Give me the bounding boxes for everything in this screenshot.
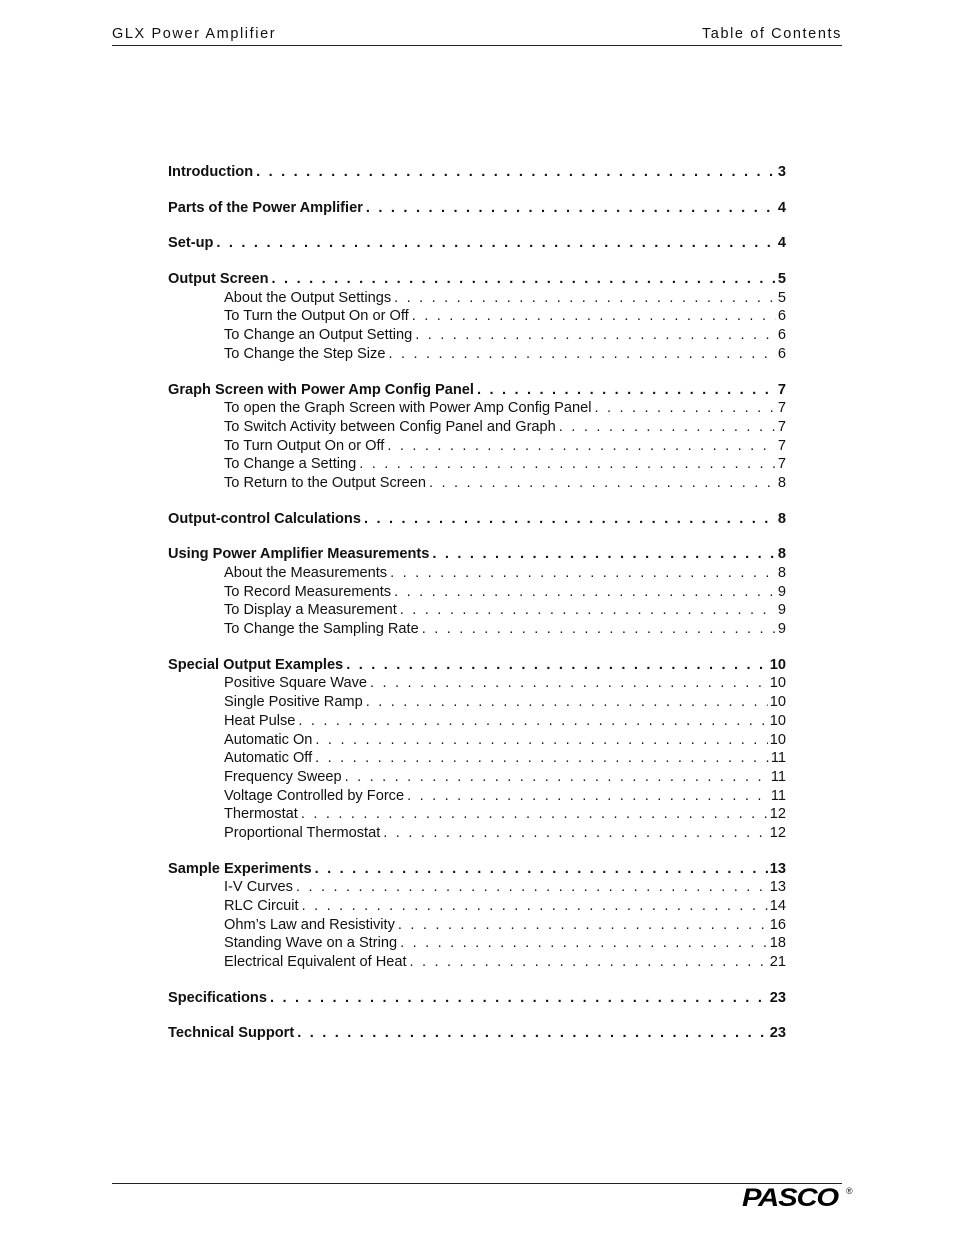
- toc-subentry[interactable]: [168, 731, 786, 750]
- toc-subentry-title: To Change the Step Size: [224, 345, 386, 362]
- dot-leader: [359, 455, 776, 474]
- toc-subentry[interactable]: [168, 916, 786, 935]
- table-of-contents: [168, 163, 786, 1060]
- running-header: [112, 26, 842, 46]
- toc-subentry-title: About the Measurements: [224, 565, 388, 581]
- toc-subentry[interactable]: [168, 620, 786, 639]
- toc-entry[interactable]: [168, 199, 786, 218]
- toc-entry-page-number: 4: [777, 235, 786, 252]
- toc-entry-title: Graph Screen with Power Amp Config Panel: [168, 381, 474, 398]
- toc-entry-title: Set-up: [168, 235, 214, 252]
- toc-subentry[interactable]: [168, 437, 786, 456]
- toc-subentry[interactable]: [168, 674, 786, 693]
- toc-entry-title: Technical Support: [168, 1025, 295, 1042]
- toc-section: [168, 545, 786, 638]
- toc-subentry-page-number: 12: [769, 824, 786, 841]
- toc-entry-page-number: 4: [777, 199, 786, 216]
- toc-entry-page-number: 3: [777, 164, 786, 180]
- toc-subentry-page-number: 9: [777, 583, 786, 600]
- toc-subentry-title: To Display a Measurement: [224, 602, 397, 619]
- toc-subentry-page-number: 13: [769, 879, 786, 896]
- dot-leader: [297, 1024, 768, 1043]
- dot-leader: [388, 345, 775, 364]
- toc-entry[interactable]: [168, 545, 786, 564]
- toc-subentry-page-number: 6: [777, 345, 786, 362]
- toc-subentry-title: Electrical Equivalent of Heat: [224, 954, 407, 971]
- toc-section: [168, 199, 786, 218]
- pasco-logo: [742, 1184, 840, 1210]
- toc-entry[interactable]: [168, 510, 786, 529]
- toc-subentry-title: To Return to the Output Screen: [224, 474, 426, 491]
- toc-subentry-page-number: 6: [777, 308, 786, 325]
- toc-subentry-page-number: 8: [777, 565, 786, 581]
- toc-subentry-title: I-V Curves: [224, 879, 293, 896]
- toc-subentry-title: Ohm’s Law and Resistivity: [224, 916, 395, 933]
- registered-mark: ®: [846, 1186, 853, 1196]
- toc-subentry-page-number: 8: [777, 474, 786, 491]
- toc-section: [168, 1024, 786, 1043]
- toc-subentry[interactable]: [168, 455, 786, 474]
- dot-leader: [407, 787, 769, 806]
- dot-leader: [559, 418, 776, 437]
- toc-subentry[interactable]: [168, 289, 786, 308]
- toc-entry-page-number: 23: [769, 989, 786, 1006]
- toc-subentry-title: Positive Square Wave: [224, 675, 368, 692]
- toc-subentry-page-number: 11: [770, 787, 786, 804]
- toc-subentry[interactable]: [168, 564, 786, 583]
- dot-leader: [364, 510, 776, 529]
- toc-entry-page-number: 5: [777, 271, 786, 288]
- dot-leader: [345, 768, 769, 787]
- toc-section: [168, 510, 786, 529]
- toc-subentry[interactable]: [168, 934, 786, 953]
- pasco-logo-text: PASCO: [742, 1184, 840, 1210]
- toc-subentry-title: To Turn the Output On or Off: [224, 308, 409, 325]
- toc-subentry-page-number: 10: [769, 694, 786, 711]
- toc-section: [168, 234, 786, 253]
- toc-entry-title: Parts of the Power Amplifier: [168, 199, 363, 216]
- dot-leader: [390, 564, 776, 583]
- dot-leader: [400, 601, 776, 620]
- toc-subentry-title: To Switch Activity between Config Panel and Graph: [224, 418, 556, 435]
- toc-subentry[interactable]: [168, 345, 786, 364]
- toc-subentry-title: Standing Wave on a String: [224, 935, 398, 952]
- toc-subentry-page-number: 7: [777, 437, 786, 454]
- toc-entry-page-number: 8: [777, 546, 786, 563]
- toc-subentry-page-number: 21: [769, 954, 786, 971]
- toc-subentry-page-number: 14: [769, 898, 786, 914]
- dot-leader: [302, 897, 768, 916]
- dot-leader: [400, 934, 768, 953]
- toc-subentry-title: To Change an Output Setting: [224, 327, 413, 344]
- toc-subentry-page-number: 10: [769, 731, 786, 748]
- dot-leader: [315, 731, 767, 750]
- toc-subentry[interactable]: [168, 601, 786, 620]
- toc-subentry-title: To Turn Output On or Off: [224, 437, 385, 454]
- dot-leader: [398, 916, 768, 935]
- toc-subentry-page-number: 11: [770, 750, 786, 767]
- toc-entry-page-number: 8: [777, 510, 786, 527]
- toc-entry-title: Sample Experiments: [168, 860, 312, 877]
- dot-leader: [366, 199, 776, 218]
- dot-leader: [272, 270, 776, 289]
- toc-subentry[interactable]: [168, 693, 786, 712]
- toc-entry-title: Using Power Amplifier Measurements: [168, 546, 430, 563]
- toc-entry[interactable]: [168, 163, 786, 182]
- toc-section: [168, 163, 786, 182]
- dot-leader: [296, 878, 768, 897]
- dot-leader: [429, 474, 776, 493]
- toc-subentry-page-number: 7: [777, 400, 786, 417]
- toc-subentry-title: Single Positive Ramp: [224, 694, 363, 711]
- toc-subentry[interactable]: [168, 749, 786, 768]
- dot-leader: [432, 545, 775, 564]
- toc-entry[interactable]: [168, 656, 786, 675]
- dot-leader: [216, 234, 775, 253]
- toc-subentry-page-number: 12: [769, 806, 786, 823]
- toc-subentry-page-number: 18: [769, 935, 786, 952]
- toc-subentry[interactable]: [168, 474, 786, 493]
- toc-subentry[interactable]: [168, 326, 786, 345]
- toc-subentry[interactable]: [168, 399, 786, 418]
- toc-entry[interactable]: [168, 234, 786, 253]
- dot-leader: [394, 289, 776, 308]
- toc-entry-title: Introduction: [168, 164, 254, 180]
- dot-leader: [346, 656, 768, 675]
- dot-leader: [595, 399, 776, 418]
- toc-section: [168, 656, 786, 843]
- toc-subentry-title: Frequency Sweep: [224, 768, 342, 785]
- toc-section: [168, 381, 786, 493]
- toc-subentry-title: Proportional Thermostat: [224, 824, 381, 841]
- dot-leader: [387, 437, 776, 456]
- toc-entry-title: Specifications: [168, 989, 267, 1006]
- toc-subentry-title: To Change a Setting: [224, 456, 357, 473]
- toc-subentry-title: Heat Pulse: [224, 712, 296, 729]
- dot-leader: [415, 326, 776, 345]
- toc-subentry-title: RLC Circuit: [224, 898, 299, 914]
- toc-subentry-title: To Change the Sampling Rate: [224, 621, 419, 638]
- toc-entry-page-number: 7: [777, 381, 786, 398]
- dot-leader: [410, 953, 768, 972]
- dot-leader: [477, 381, 776, 400]
- toc-subentry-page-number: 9: [777, 621, 786, 638]
- toc-subentry[interactable]: [168, 805, 786, 824]
- dot-leader: [298, 712, 767, 731]
- toc-subentry-page-number: 16: [769, 916, 786, 933]
- toc-subentry[interactable]: [168, 307, 786, 326]
- toc-subentry[interactable]: [168, 712, 786, 731]
- toc-subentry[interactable]: [168, 787, 786, 806]
- dot-leader: [366, 693, 768, 712]
- toc-subentry-page-number: 5: [777, 289, 786, 306]
- toc-subentry-title: Automatic On: [224, 731, 313, 748]
- toc-subentry[interactable]: [168, 583, 786, 602]
- toc-subentry-page-number: 7: [777, 456, 786, 473]
- toc-subentry-title: Thermostat: [224, 806, 298, 823]
- dot-leader: [412, 307, 776, 326]
- dot-leader: [315, 860, 768, 879]
- toc-subentry-page-number: 9: [777, 602, 786, 619]
- header-document-title: GLX Power Amplifier: [112, 26, 277, 42]
- toc-section: [168, 270, 786, 363]
- dot-leader: [315, 749, 769, 768]
- toc-subentry[interactable]: [168, 897, 786, 916]
- footer-rule: [112, 1183, 842, 1184]
- toc-section: [168, 860, 786, 972]
- toc-entry[interactable]: [168, 989, 786, 1008]
- toc-entry-page-number: 23: [769, 1025, 786, 1042]
- toc-entry-title: Output Screen: [168, 271, 269, 288]
- toc-entry-page-number: 10: [769, 656, 786, 673]
- toc-subentry-title: Voltage Controlled by Force: [224, 787, 405, 804]
- toc-subentry-page-number: 11: [770, 768, 786, 785]
- toc-subentry-title: About the Output Settings: [224, 289, 392, 306]
- toc-entry[interactable]: [168, 270, 786, 289]
- dot-leader: [370, 674, 768, 693]
- dot-leader: [383, 824, 767, 843]
- toc-section: [168, 989, 786, 1008]
- toc-entry-title: Output-control Calculations: [168, 510, 361, 527]
- dot-leader: [301, 805, 768, 824]
- toc-subentry[interactable]: [168, 878, 786, 897]
- toc-subentry[interactable]: [168, 768, 786, 787]
- dot-leader: [270, 989, 768, 1008]
- toc-entry[interactable]: [168, 381, 786, 400]
- toc-entry-title: Special Output Examples: [168, 656, 344, 673]
- toc-subentry[interactable]: [168, 953, 786, 972]
- dot-leader: [394, 583, 776, 602]
- toc-subentry-title: To Record Measurements: [224, 583, 392, 600]
- dot-leader: [256, 163, 776, 182]
- dot-leader: [422, 620, 776, 639]
- header-section-title: Table of Contents: [701, 26, 842, 42]
- toc-subentry-page-number: 6: [777, 327, 786, 344]
- toc-entry[interactable]: [168, 860, 786, 879]
- toc-subentry-page-number: 7: [777, 418, 786, 435]
- toc-entry-page-number: 13: [769, 860, 786, 877]
- toc-subentry-page-number: 10: [769, 675, 786, 692]
- toc-subentry[interactable]: [168, 418, 786, 437]
- toc-subentry[interactable]: [168, 824, 786, 843]
- toc-subentry-title: Automatic Off: [224, 750, 313, 767]
- toc-subentry-title: To open the Graph Screen with Power Amp Config Panel: [224, 400, 592, 417]
- toc-entry[interactable]: [168, 1024, 786, 1043]
- toc-subentry-page-number: 10: [769, 712, 786, 729]
